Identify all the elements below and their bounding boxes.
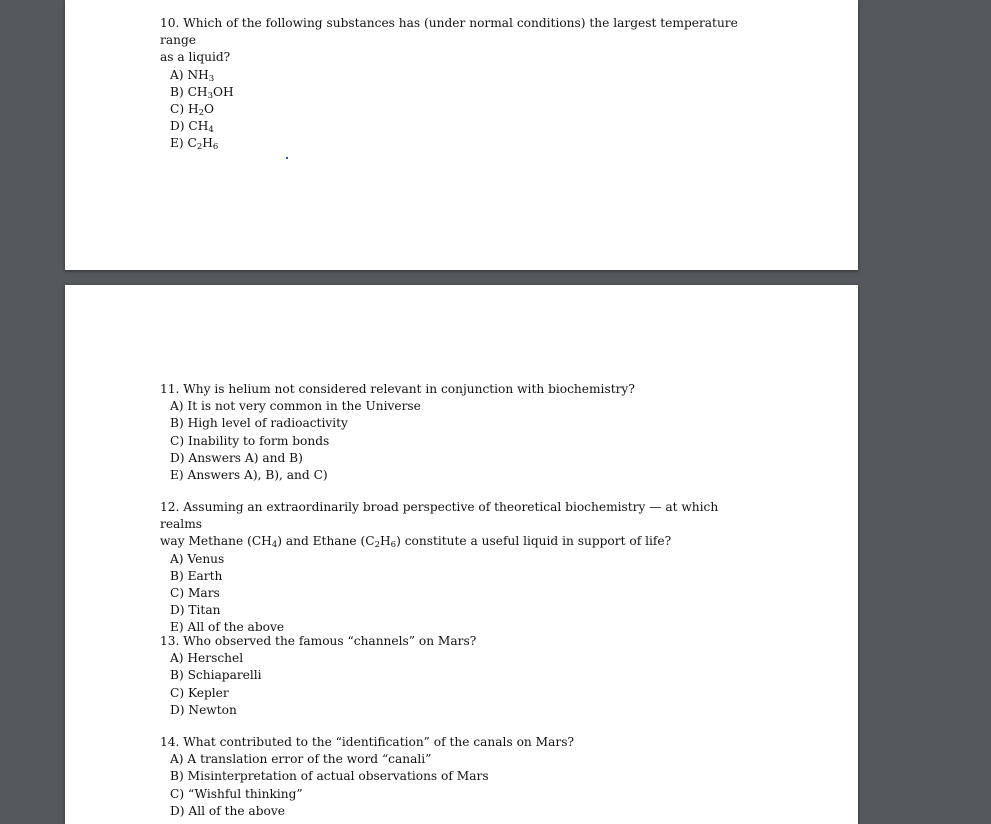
question-12-option-c: C) Mars bbox=[170, 586, 220, 601]
question-10-option-b: B) $CH_3OH$ bbox=[170, 84, 234, 101]
question-14-option-a: A) A translation error of the word “canali” bbox=[170, 752, 432, 767]
page-1 bbox=[65, 0, 858, 270]
question-11-option-b: B) High level of radioactivity bbox=[170, 416, 348, 431]
stray-dot bbox=[286, 157, 288, 159]
question-12-stem-line-1: 12. Assuming an extraordinarily broad perspective of theoretical biochemistry — at which realms bbox=[160, 500, 719, 532]
question-11 bbox=[160, 381, 740, 484]
question-12-option-a: A) Venus bbox=[170, 551, 225, 566]
question-10-option-e: E) $C_2H_6$ bbox=[170, 136, 219, 153]
question-13 bbox=[160, 633, 740, 719]
question-10-option-d: D) $CH_4$ bbox=[170, 119, 214, 136]
question-11-stem: 11. Why is helium not considered relevant in conjunction with biochemistry? bbox=[160, 382, 635, 396]
question-11-option-d: D) Answers A) and B) bbox=[170, 450, 303, 465]
question-12-option-b: B) Earth bbox=[170, 568, 223, 583]
question-13-option-a: A) Herschel bbox=[170, 651, 244, 666]
question-11-option-a: A) It is not very common in the Universe bbox=[170, 399, 421, 414]
question-13-option-d: D) Newton bbox=[170, 702, 237, 717]
question-12-option-e: E) All of the above bbox=[170, 620, 285, 635]
question-10-option-a: A) $NH_3$ bbox=[170, 67, 215, 84]
page-2 bbox=[65, 285, 858, 824]
question-14-option-d: D) All of the above bbox=[170, 803, 285, 818]
question-10-option-c: C) $H_2O$ bbox=[170, 102, 215, 119]
question-14-option-b: B) Misinterpretation of actual observations of Mars bbox=[170, 769, 489, 784]
question-10-stem-line-1: 10. Which of the following substances has (under normal conditions) the largest temperature range bbox=[160, 16, 738, 48]
question-13-stem: 13. Who observed the famous “channels” on Mars? bbox=[160, 634, 477, 648]
question-14-option-c: C) “Wishful thinking” bbox=[170, 786, 303, 801]
question-10-stem-line-2: as a liquid? bbox=[160, 50, 231, 65]
question-12 bbox=[160, 499, 740, 637]
question-13-option-c: C) Kepler bbox=[170, 685, 229, 700]
question-14-stem: 14. What contributed to the “identification” of the canals on Mars? bbox=[160, 735, 574, 749]
question-14 bbox=[160, 734, 740, 820]
question-11-option-e: E) Answers A), B), and C) bbox=[170, 468, 328, 483]
question-13-option-b: B) Schiaparelli bbox=[170, 668, 262, 683]
question-11-option-c: C) Inability to form bonds bbox=[170, 433, 330, 448]
question-12-stem-line-2: way Methane $(CH_4)$ and Ethane $(C_2H_6)$ constitute a useful liquid in support of life? bbox=[160, 534, 672, 551]
question-10 bbox=[160, 15, 740, 153]
question-12-option-d: D) Titan bbox=[170, 603, 221, 618]
